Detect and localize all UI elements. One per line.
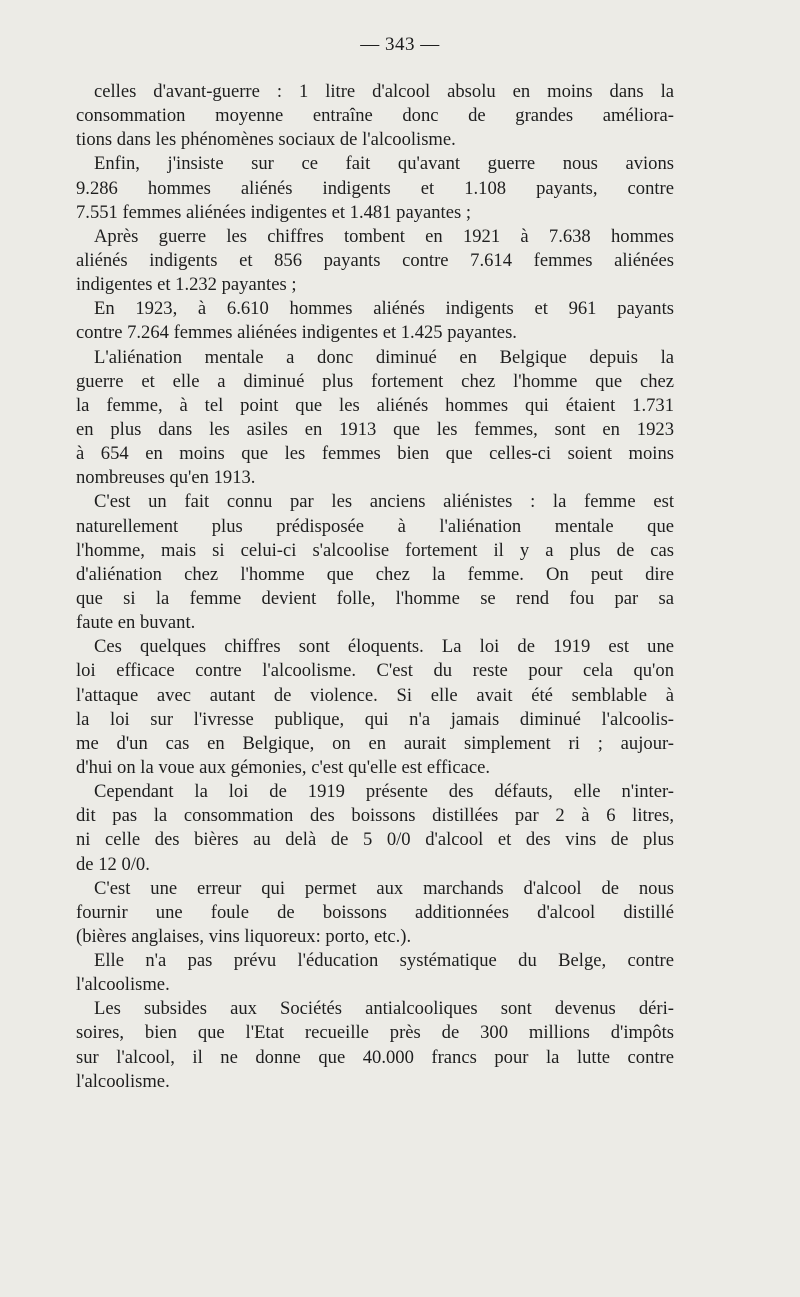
text-line: Ces quelques chiffres sont éloquents. La loi de 1919 est une	[94, 636, 674, 658]
text-line: fournir une foule de boissons additionnées d'alcool distillé	[76, 901, 674, 923]
text-line: (bières anglaises, vins liquoreux: porto, etc.).	[76, 925, 412, 947]
paragraph	[76, 225, 674, 297]
text-line: que si la femme devient folle, l'homme se rend fou par sa	[76, 587, 674, 609]
paragraph	[76, 80, 674, 152]
text-line: Cependant la loi de 1919 présente des défauts, elle n'inter-	[94, 781, 674, 803]
text-line: l'homme, mais si celui-ci s'alcoolise fortement il y a plus de cas	[76, 539, 674, 561]
text-line: C'est un fait connu par les anciens aliénistes : la femme est	[94, 491, 674, 513]
paragraph	[76, 949, 674, 997]
text-line: Les subsides aux Sociétés antialcooliques sont devenus déri-	[94, 998, 674, 1020]
paragraph	[76, 635, 674, 780]
text-line: sur l'alcool, il ne donne que 40.000 francs pour la lutte contre	[76, 1046, 674, 1068]
text-line: d'hui on la voue aux gémonies, c'est qu'elle est efficace.	[76, 756, 490, 778]
text-line: faute en buvant.	[76, 612, 196, 634]
text-line: 9.286 hommes aliénés indigents et 1.108 payants, contre	[76, 177, 674, 199]
paragraph	[76, 877, 674, 949]
text-line: l'alcoolisme.	[76, 974, 170, 996]
text-line: ni celle des bières au delà de 5 0/0 d'alcool et des vins de plus	[76, 829, 674, 851]
text-line: consommation moyenne entraîne donc de grandes améliora-	[76, 105, 674, 127]
text-line: nombreuses qu'en 1913.	[76, 467, 256, 489]
paragraph	[76, 297, 674, 345]
text-line: naturellement plus prédisposée à l'aliénation mentale que	[76, 515, 674, 537]
text-line: 7.551 femmes aliénées indigentes et 1.481 payantes ;	[76, 201, 472, 223]
text-line: la femme, à tel point que les aliénés hommes qui étaient 1.731	[76, 394, 674, 416]
text-line: en plus dans les asiles en 1913 que les femmes, sont en 1923	[76, 418, 674, 440]
text-line: Enfin, j'insiste sur ce fait qu'avant guerre nous avions	[94, 153, 674, 175]
text-line: à 654 en moins que les femmes bien que celles-ci soient moins	[76, 443, 674, 465]
body-text	[76, 80, 674, 1094]
paragraph	[76, 346, 674, 491]
paragraph	[76, 997, 674, 1094]
text-line: L'aliénation mentale a donc diminué en Belgique depuis la	[94, 346, 674, 368]
text-line: loi efficace contre l'alcoolisme. C'est du reste pour cela qu'on	[76, 660, 674, 682]
paragraph	[76, 780, 674, 877]
text-line: l'attaque avec autant de violence. Si elle avait été semblable à	[76, 684, 674, 706]
paragraph	[76, 490, 674, 635]
text-line: l'alcoolisme.	[76, 1070, 170, 1092]
text-line: aliénés indigents et 856 payants contre 7.614 femmes aliénées	[76, 249, 674, 271]
paragraph	[76, 152, 674, 224]
text-line: En 1923, à 6.610 hommes aliénés indigents et 961 payants	[94, 298, 674, 320]
text-line: contre 7.264 femmes aliénées indigentes et 1.425 payantes.	[76, 322, 517, 344]
text-line: soires, bien que l'Etat recueille près de 300 millions d'impôts	[76, 1022, 674, 1044]
text-line: guerre et elle a diminué plus fortement chez l'homme que chez	[76, 370, 674, 392]
text-line: indigentes et 1.232 payantes ;	[76, 274, 297, 296]
text-line: d'aliénation chez l'homme que chez la femme. On peut dire	[76, 563, 674, 585]
text-line: tions dans les phénomènes sociaux de l'alcoolisme.	[76, 129, 456, 151]
text-line: C'est une erreur qui permet aux marchands d'alcool de nous	[94, 877, 674, 899]
text-line: Elle n'a pas prévu l'éducation systématique du Belge, contre	[94, 950, 674, 972]
text-line: celles d'avant-guerre : 1 litre d'alcool absolu en moins dans la	[94, 81, 674, 102]
text-line: dit pas la consommation des boissons distillées par 2 à 6 litres,	[76, 805, 674, 827]
text-line: me d'un cas en Belgique, on en aurait simplement ri ; aujour-	[76, 732, 674, 754]
text-line: Après guerre les chiffres tombent en 1921 à 7.638 hommes	[94, 225, 674, 247]
text-line: de 12 0/0.	[76, 853, 150, 875]
text-line: la loi sur l'ivresse publique, qui n'a jamais diminué l'alcoolis-	[76, 708, 674, 730]
page-number: — 343 —	[360, 34, 440, 55]
